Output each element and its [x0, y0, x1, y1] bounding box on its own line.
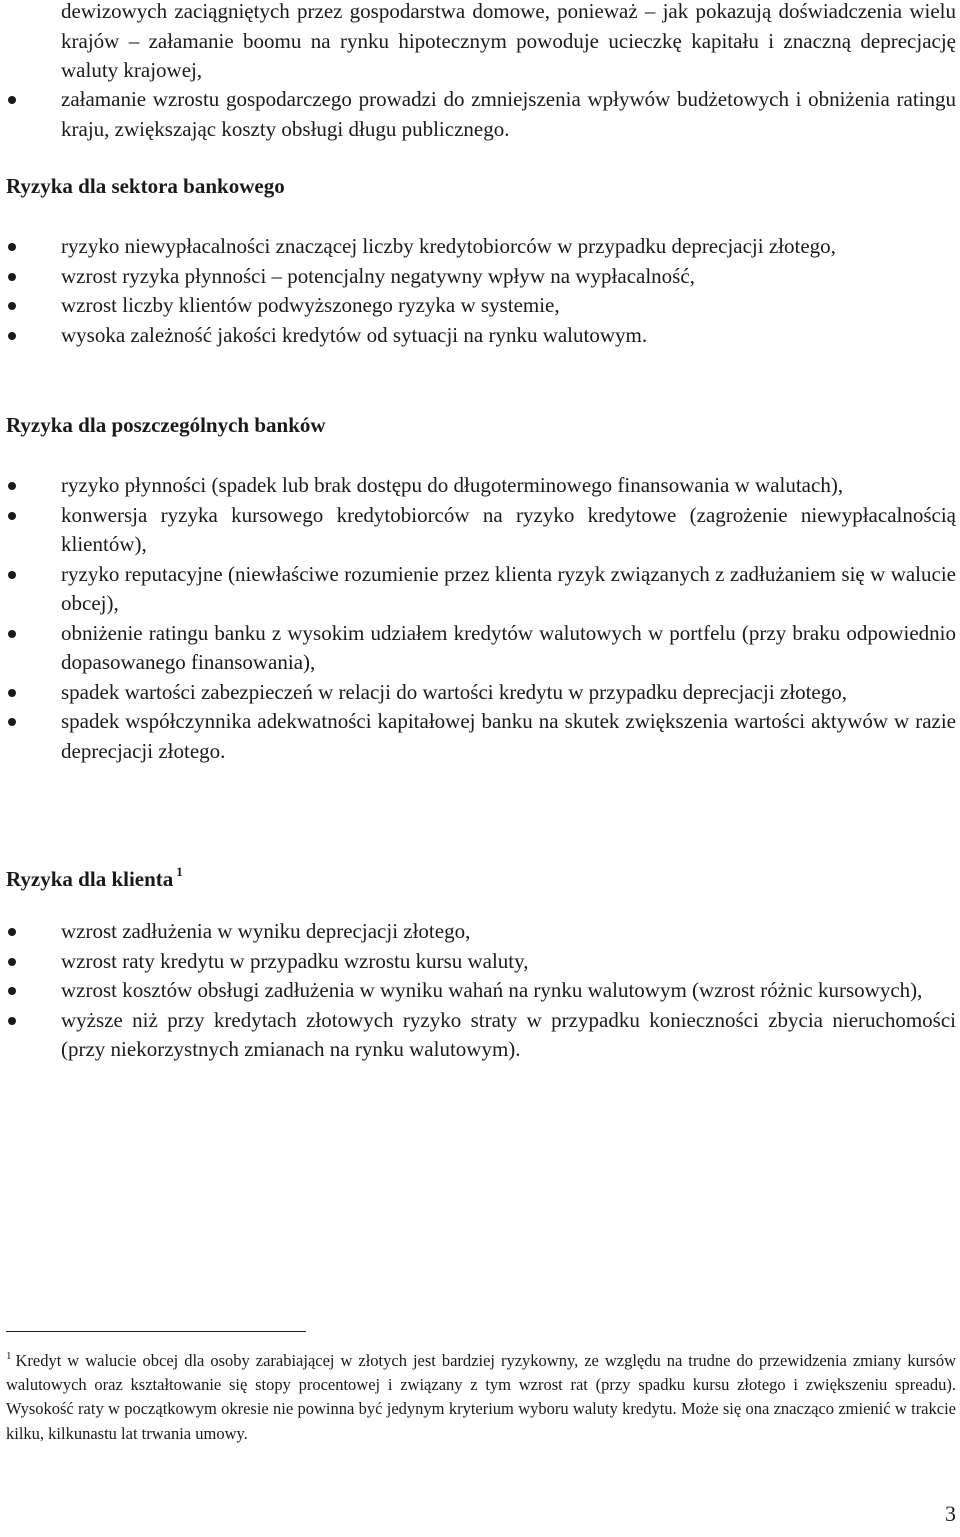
list-item: [0, 947, 956, 977]
bullet-icon: [8, 96, 16, 104]
bullet-icon: [8, 482, 16, 490]
list-item: [0, 85, 956, 144]
bullet-icon: [8, 928, 16, 936]
list-item: [0, 471, 956, 501]
bullet-icon: [8, 512, 16, 520]
section-heading: [6, 857, 183, 894]
sector-risk-list: [0, 232, 960, 350]
intro-bullet-list: [0, 85, 960, 144]
list-item-text: wzrost zadłużenia w wyniku deprecjacji złotego,: [61, 919, 471, 943]
list-item-text: załamanie wzrostu gospodarczego prowadzi do zmniejszenia wpływów budżetowych i obniżenia ratingu kraju, zwiększając koszty obsługi długu publicznego.: [61, 87, 956, 141]
list-item-text: ryzyko płynności (spadek lub brak dostępu do długoterminowego finansowania w walutach),: [61, 473, 844, 497]
bullet-icon: [8, 630, 16, 638]
list-item-text: wzrost ryzyka płynności – potencjalny negatywny wpływ na wypłacalność,: [61, 263, 695, 288]
bullet-icon: [8, 1017, 16, 1025]
bullet-icon: [8, 718, 16, 726]
footnote-text: Kredyt w walucie obcej dla osoby zarabiającej w złotych jest bardziej ryzykowny, ze względu na trudne do przewidzenia zmiany kursów walutowych oraz kształtowanie się stopy procentowej i związany z tym wzrost rat (przy spadku kursu złotego i zwiększeniu spreadu). Wysokość raty w początkowym okresie nie powinna być jedynym kryterium wyboru waluty kredytu. Może się ona znacząco zmienić w trakcie kilku, kilkunastu lat trwania umowy.: [6, 1351, 956, 1443]
list-item-text: ryzyko reputacyjne (niewłaściwe rozumienie przez klienta ryzyk związanych z zadłużaniem się w walucie obcej),: [61, 561, 956, 615]
list-item: [0, 1006, 956, 1065]
list-item: [0, 619, 956, 678]
bullet-icon: [8, 689, 16, 697]
list-item: [0, 262, 956, 292]
bullet-icon: [8, 273, 16, 281]
list-item: [0, 291, 956, 321]
list-item: [0, 678, 956, 708]
footnote: [6, 1344, 956, 1446]
page-number: 3: [945, 1501, 956, 1526]
footnote-divider: [6, 1331, 306, 1332]
list-item-text: wzrost kosztów obsługi zadłużenia w wyniku wahań na rynku walutowym (wzrost różnic kursowych),: [61, 978, 923, 1002]
section-heading-text: Ryzyka dla poszczególnych banków: [6, 413, 326, 437]
list-item: [0, 321, 956, 351]
list-item: [0, 917, 956, 947]
list-item-text: wyższe niż przy kredytach złotowych ryzyko straty w przypadku konieczności zbycia nieruchomości (przy niekorzystnych zmianach na rynku walutowym).: [61, 1007, 956, 1061]
bullet-icon: [8, 958, 16, 966]
list-item: [0, 707, 956, 766]
section-heading: [6, 411, 326, 440]
bullet-icon: [8, 571, 16, 579]
list-item: [0, 501, 956, 560]
bullet-icon: [8, 332, 16, 340]
bullet-icon: [8, 302, 16, 310]
list-item-text: spadek wartości zabezpieczeń w relacji do wartości kredytu w przypadku deprecjacji złotego,: [61, 679, 847, 704]
bullet-icon: [8, 987, 16, 995]
list-item-text: wzrost liczby klientów podwyższonego ryzyka w systemie,: [61, 293, 560, 317]
section-heading-text: Ryzyka dla sektora bankowego: [6, 174, 285, 198]
list-item-text: ryzyko niewypłacalności znaczącej liczby kredytobiorców w przypadku deprecjacji złotego,: [61, 234, 836, 258]
section-heading-text: Ryzyka dla klienta: [6, 867, 174, 891]
list-item-text: wzrost raty kredytu w przypadku wzrostu kursu waluty,: [61, 948, 529, 973]
list-item-text: wysoka zależność jakości kredytów od sytuacji na rynku walutowym.: [61, 322, 648, 347]
section-heading: [6, 172, 285, 201]
list-item: [0, 976, 956, 1006]
continuation-text: dewizowych zaciągniętych przez gospodarstwa domowe, ponieważ – jak pokazują doświadczenia wielu krajów – załamanie boomu na rynku hipotecznym powoduje ucieczkę kapitału i znaczną deprecjację waluty krajowej,: [61, 0, 956, 82]
list-item-text: obniżenie ratingu banku z wysokim udziałem kredytów walutowych w portfelu (przy braku odpowiednio dopasowanego finansowania),: [61, 620, 956, 674]
continuation-paragraph: [61, 0, 956, 86]
client-risk-list: [0, 917, 960, 1065]
list-item-text: konwersja ryzyka kursowego kredytobiorców na ryzyko kredytowe (zagrożenie niewypłacalnością klientów),: [61, 502, 956, 556]
footnote-marker: 1: [176, 864, 183, 879]
bank-risk-list: [0, 471, 960, 766]
list-item-text: spadek współczynnika adekwatności kapitałowej banku na skutek zwiększenia wartości aktywów w razie deprecjacji złotego.: [61, 709, 956, 763]
list-item: [0, 560, 956, 619]
footnote-number: 1: [6, 1350, 12, 1362]
list-item: [0, 232, 956, 262]
bullet-icon: [8, 243, 16, 251]
